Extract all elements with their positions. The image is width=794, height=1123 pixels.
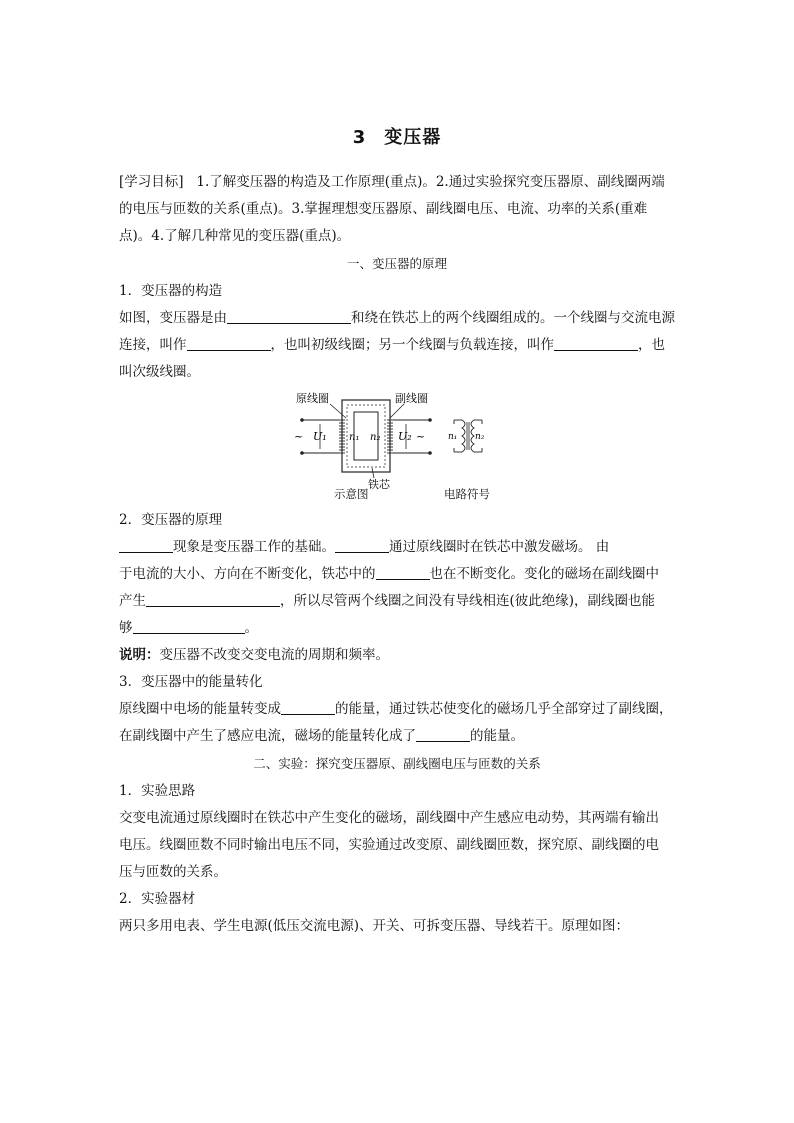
s2-item2-title: 2．实验器材 — [119, 891, 196, 907]
item1-text-c: 连接，叫作 — [119, 337, 187, 353]
item2-text-e: 产生 — [119, 593, 146, 609]
u2-label: U₂ — [398, 430, 412, 443]
s2-item1-line-2: 电压。线圈匝数不同时输出电压不同，实验通过改变原、副线圈匝数，探究原、副线圈的电 — [119, 837, 659, 853]
item3-text-a: 原线圈中电场的能量转变成 — [119, 701, 281, 717]
note-text: 变压器不改变交变电流的周期和频率。 — [159, 647, 389, 663]
item1-text-e: ，也 — [638, 337, 665, 353]
item2-title: 2．变压器的原理 — [119, 512, 223, 528]
blank-primary-coil[interactable] — [187, 336, 271, 351]
transformer-circuit-symbol — [448, 420, 485, 452]
blank-induced-emf[interactable] — [146, 592, 280, 607]
n2-label: n₂ — [370, 432, 381, 443]
blank-structure[interactable] — [227, 309, 351, 324]
page-title — [0, 123, 794, 149]
blank-output[interactable] — [133, 619, 245, 634]
item1-line-3: 叫次级线圈。 — [119, 364, 200, 380]
item2-text-h: 。 — [244, 620, 258, 636]
s2-item1-line-1: 交变电流通过原线圈时在铁芯中产生变化的磁场，副线圈中产生感应电动势，其两端有输出 — [119, 810, 659, 826]
item1-text-b: 和绕在铁芯上的两个线圈组成的。一个线圈与交流电源 — [351, 310, 675, 326]
objectives-label: [学习目标] — [119, 174, 184, 190]
item1-text-d: ，也叫初级线圈；另一个线圈与负载连接，叫作 — [270, 337, 554, 353]
section1-heading: 一、变压器的原理 — [346, 256, 447, 271]
objectives-line-2: 的电压与匝数的关系(重点)。3.掌握理想变压器原、副线圈电压、电流、功率的关系(重难 — [119, 201, 648, 217]
primary-coil-label: 原线圈 — [296, 392, 329, 405]
item2-text-c: 于电流的大小、方向在不断变化，铁芯中的 — [119, 566, 376, 582]
secondary-ac-symbol: ~ — [416, 430, 426, 443]
item3-text-b: 的能量，通过铁芯使变化的磁场几乎全部穿过了副线圈， — [335, 701, 673, 717]
objectives-line-1 — [119, 172, 679, 192]
s2-item2-line-1: 两只多用电表、学生电源(低压交流电源)、开关、可拆变压器、导线若干。原理如图： — [119, 918, 630, 934]
blank-magnetic-energy[interactable] — [281, 700, 335, 715]
item2-text-a: 现象是变压器工作的基础。 — [173, 539, 335, 555]
item2-text-d: 也在不断变化。变化的磁场在副线圈中 — [429, 566, 659, 582]
item3-text-c: 在副线圈中产生了感应电流，磁场的能量转化成了 — [119, 728, 416, 744]
s2-item1-title: 1．实验思路 — [119, 783, 196, 799]
title-text: 变压器 — [384, 127, 442, 148]
item2-text-b: 通过原线圈时在铁芯中激发磁场。 由 — [389, 539, 610, 555]
caption-diagram: 示意图 — [334, 487, 369, 501]
transformer-figure — [292, 388, 502, 504]
item1-title: 1．变压器的构造 — [119, 283, 223, 299]
item3-line-1 — [119, 699, 679, 719]
symbol-n2-label: n₂ — [475, 432, 485, 442]
blank-secondary-coil[interactable] — [554, 336, 638, 351]
secondary-coil-label: 副线圈 — [395, 392, 428, 405]
caption-symbol: 电路符号 — [444, 487, 490, 501]
section2-heading: 二、实验：探究变压器原、副线圈电压与匝数的关系 — [253, 756, 541, 771]
s2-item1-line-3: 压与匝数的关系。 — [119, 864, 227, 880]
n1-label: n₁ — [349, 432, 360, 443]
blank-magnetic-field[interactable] — [376, 565, 430, 580]
note-line — [119, 645, 679, 665]
item2-text-g: 够 — [119, 620, 133, 636]
item3-text-d: 的能量。 — [470, 728, 524, 744]
blank-current[interactable] — [335, 538, 389, 553]
blank-electric-energy[interactable] — [416, 727, 470, 742]
item1-text-a: 如图，变压器是由 — [119, 310, 227, 326]
item2-line-1 — [119, 537, 679, 557]
primary-ac-symbol: ~ — [294, 430, 304, 443]
item2-line-2 — [119, 564, 679, 584]
symbol-n1-label: n₁ — [448, 432, 458, 442]
item3-title: 3．变压器中的能量转化 — [119, 674, 263, 690]
blank-phenomenon[interactable] — [119, 538, 173, 553]
u1-label: U₁ — [313, 430, 327, 443]
title-number: 3 — [352, 127, 367, 148]
item2-text-f: ，所以尽管两个线圈之间没有导线相连(彼此绝缘)，副线圈也能 — [280, 593, 656, 609]
objectives-line-3: 点)。4.了解几种常见的变压器(重点)。 — [119, 228, 351, 244]
item3-line-2 — [119, 726, 679, 746]
item1-line-1 — [119, 308, 679, 328]
core-label: 铁芯 — [368, 478, 390, 491]
objectives-text-1: 1.了解变压器的构造及工作原理(重点)。2.通过实验探究变压器原、副线圈两端 — [196, 174, 665, 190]
item1-line-2 — [119, 335, 679, 355]
note-label: 说明： — [119, 647, 160, 663]
item2-line-3 — [119, 591, 679, 611]
item2-line-4 — [119, 618, 679, 638]
